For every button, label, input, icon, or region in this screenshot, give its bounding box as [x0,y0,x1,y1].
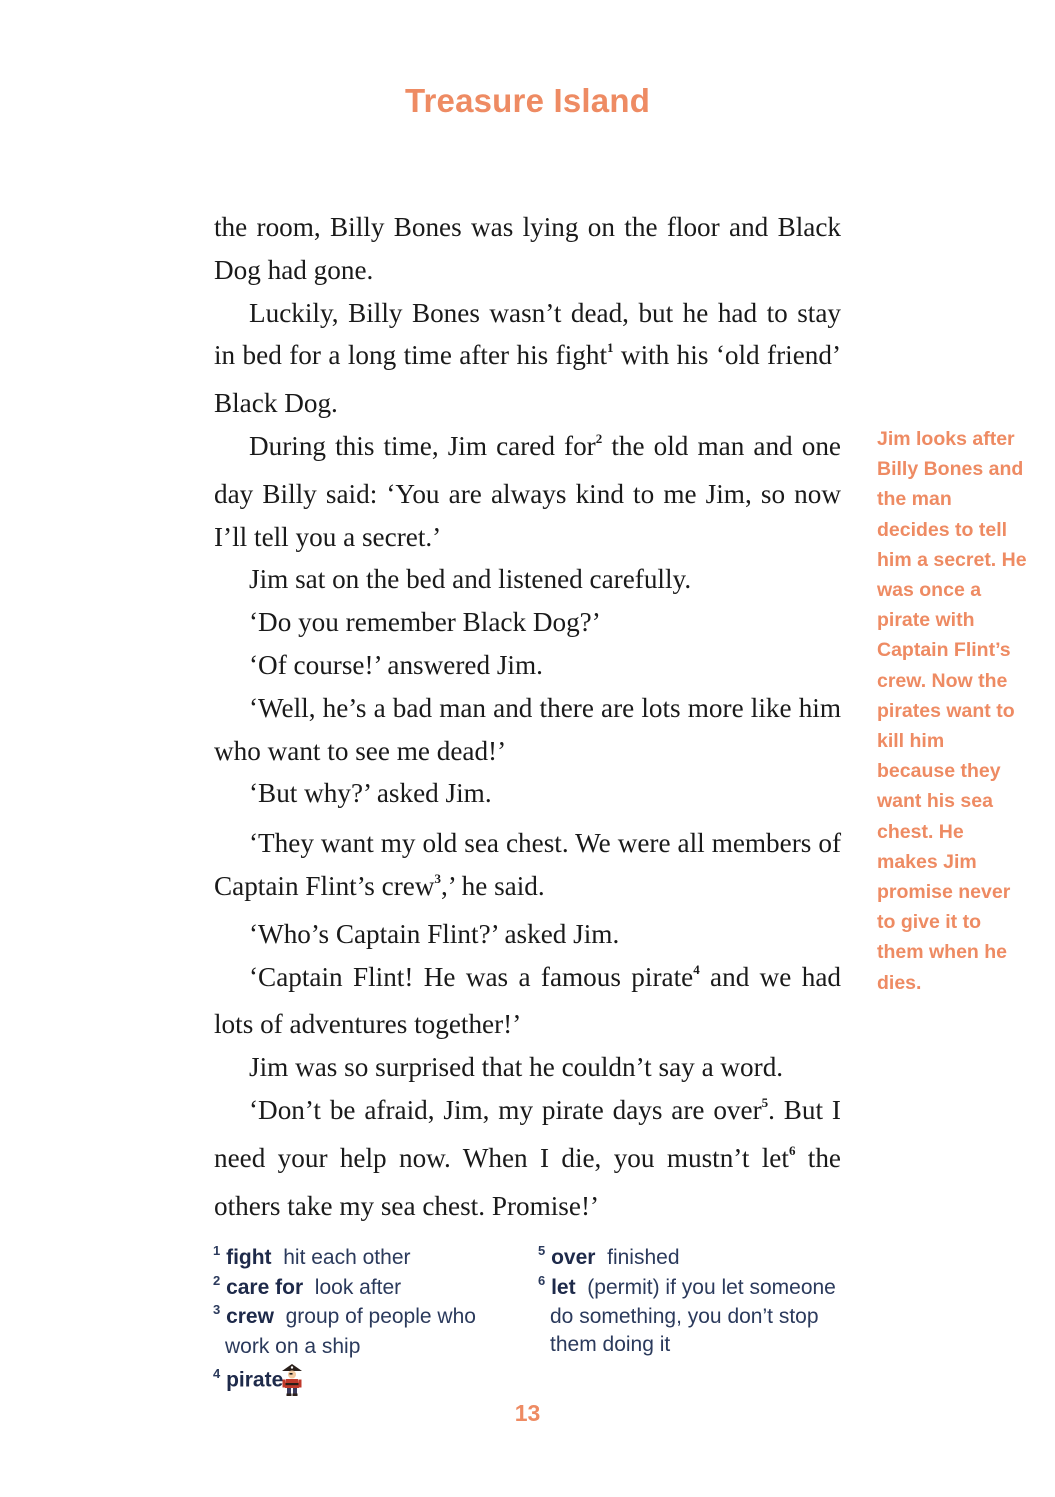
story-paragraph: ‘But why?’ asked Jim. [249,778,492,809]
story-paragraph: ‘They want my old sea chest. We were all members of Captain Flint’s crew$^3$,’ he said. [214,828,841,901]
story-paragraph: Luckily, Billy Bones wasn’t dead, but he had to stay in bed for a long time after his fight$^1$ with his ‘old friend’ Black Dog. [214,297,841,419]
footnote-marker: 3 [434,870,441,886]
footnote-marker: 6 [788,1142,796,1158]
footnote-marker: 2 [595,430,603,446]
story-paragraph: ‘Who’s Captain Flint?’ asked Jim. [249,918,620,949]
story-paragraph: During this time, Jim cared for$^2$ the old man and one day Billy said: ‘You are always kind to me Jim, so now I’ll tell you a secret.’ [214,430,841,552]
glossary-term: over [551,1246,596,1269]
glossary-column-left [213,1244,513,1398]
glossary-definition: finished [607,1246,680,1269]
margin-summary: Jim looks after Billy Bones and the man decides to tell him a secret. He was once a pirate with Captain Flint’s crew. Now the pirates want to kill him because they want his sea chest. He makes Jim promise never to give it to them when he dies. [877,428,1027,994]
glossary-term: fight [226,1246,272,1269]
story-paragraph: Jim was so surprised that he couldn’t say a word. [249,1052,784,1083]
glossary-term: let [551,1275,576,1299]
story-paragraph: ‘Well, he’s a bad man and there are lots more like him who want to see me dead!’ [214,692,841,766]
glossary-definition: hit each other [283,1246,411,1269]
story-paragraph: ‘Of course!’ answered Jim. [249,649,543,680]
glossary-term: pirate [226,1368,284,1392]
glossary-definition: look after [314,1275,402,1299]
story-paragraph: ‘Don’t be afraid, Jim, my pirate days are over$^5$. But I need your help now. When I die, you mustn’t let$^6$ the others take my sea chest. Promise!’ [214,1094,841,1221]
page-number: 13 [514,1400,541,1426]
glossary-term: care for [226,1275,304,1299]
story-text [214,206,841,1227]
pirate-icon [291,1362,317,1396]
glossary-item: $^3$ crew group of people who work on a ship [213,1302,476,1358]
glossary-definition: group of people who work on a ship [225,1305,476,1358]
footnote-marker: 1 [607,340,614,356]
footnote-marker: 5 [761,1094,769,1110]
glossary-item: $^2$ care for look after [213,1272,402,1299]
story-paragraph: ‘Captain Flint! He was a famous pirate$^4$ and we had lots of adventures together!’ [214,961,841,1040]
glossary-item: $^4$ pirate [213,1364,513,1398]
glossary-column-right [538,1244,858,1358]
glossary-item: $^5$ over finished [538,1243,680,1269]
story-paragraph: ‘Do you remember Black Dog?’ [249,607,601,638]
glossary-item: $^6$ let (permit) if you let someone do something, you don’t stop them doing it [538,1272,836,1356]
glossary-term: crew [226,1305,274,1329]
story-paragraph: Jim sat on the bed and listened carefully. [249,564,692,595]
story-paragraph: the room, Billy Bones was lying on the floor and Black Dog had gone. [214,212,841,285]
footnote-marker: 4 [693,961,700,977]
glossary-item: $^1$ fight hit each other [213,1243,411,1269]
glossary-definition: (permit) if you let someone do something, you don’t stop them doing it [550,1275,836,1356]
page-title: Treasure Island [404,82,651,119]
